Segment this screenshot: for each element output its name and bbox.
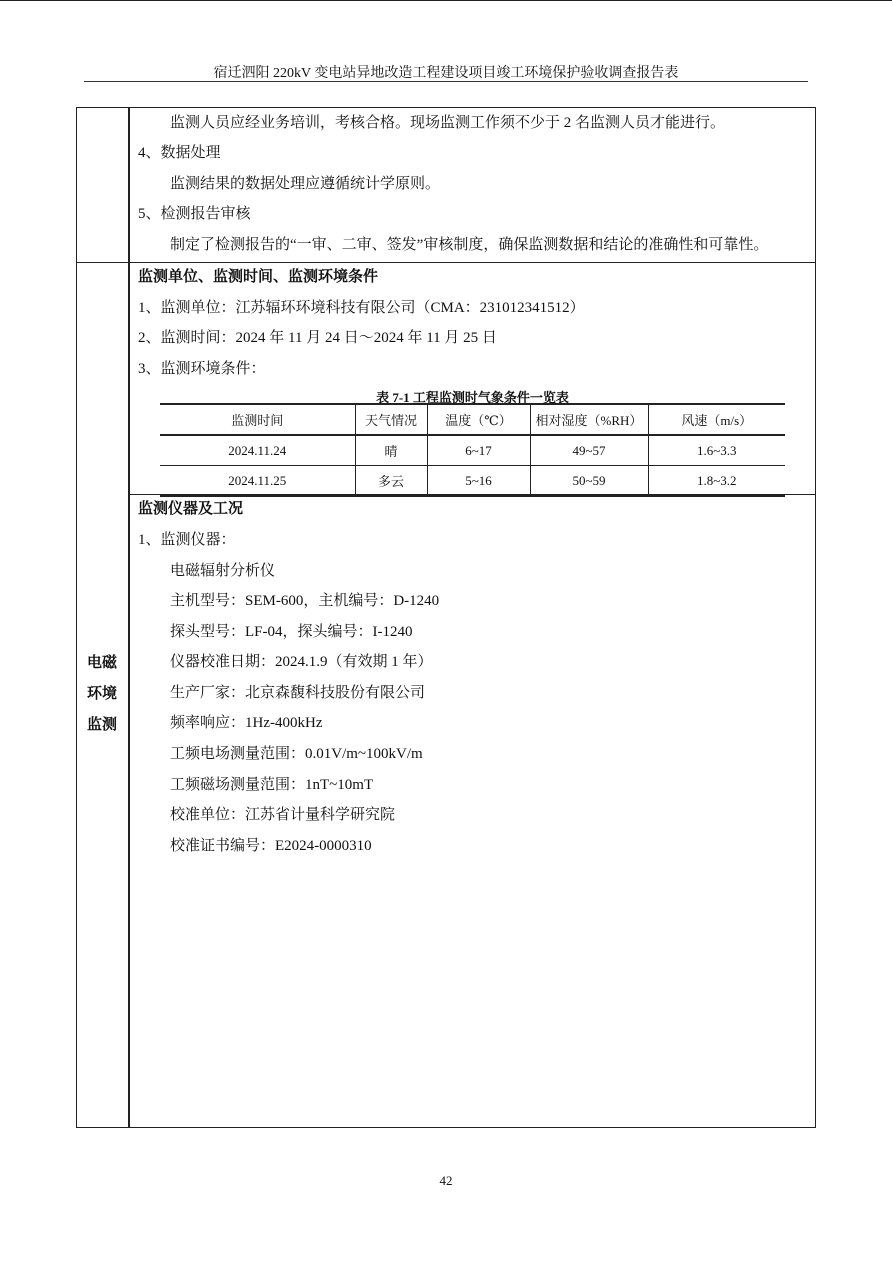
table-header-cell: 天气情况 [355, 404, 427, 435]
page-number: 42 [439, 1173, 453, 1188]
side-label-line: 监测 [86, 717, 117, 733]
column-divider [128, 107, 130, 1128]
text-line: 工频磁场测量范围：1nT~10mT [170, 777, 374, 793]
text-line: 主机型号：SEM-600，主机编号：D-1240 [170, 593, 440, 609]
row-divider-1 [76, 262, 816, 263]
page-header: 宿迁泗阳 220kV 变电站异地改造工程建设项目竣工环境保护验收调查报告表 [213, 66, 679, 81]
header-rule [84, 81, 808, 82]
weather-table [160, 403, 785, 497]
table-cell: 晴 [355, 435, 427, 466]
text-line: 校准单位：江苏省计量科学研究院 [170, 807, 396, 823]
text-line: 5、检测报告审核 [138, 206, 251, 222]
table-cell: 50~59 [530, 466, 648, 497]
text-line: 监测人员应经业务培训，考核合格。现场监测工作须不少于 2 名监测人员才能进行。 [170, 115, 726, 131]
table-cell: 多云 [355, 466, 427, 497]
side-label-line: 环境 [86, 686, 117, 702]
section-heading: 监测仪器及工况 [138, 501, 244, 517]
report-table [76, 107, 816, 1128]
text-line: 电磁辐射分析仪 [170, 563, 276, 579]
table-cell: 2024.11.24 [228, 442, 287, 458]
table-cell: 49~57 [530, 435, 648, 466]
table-cell: 2024.11.25 [160, 466, 355, 497]
table-cell: 1.6~3.3 [648, 435, 785, 466]
table-caption: 表 7-1 工程监测时气象条件一览表 [376, 390, 569, 405]
text-line: 工频电场测量范围：0.01V/m~100kV/m [170, 746, 423, 762]
text-line: 4、数据处理 [138, 145, 221, 161]
table-row [160, 466, 785, 497]
text-line: 1、监测单位：江苏辐环环境科技有限公司（CMA：231012341512） [138, 300, 585, 316]
side-label-line: 电磁 [86, 655, 117, 671]
table-header-cell: 相对湿度（%RH） [530, 404, 648, 435]
table-header-cell: 温度（℃） [427, 404, 530, 435]
table-header-cell: 监测时间 [160, 404, 355, 435]
top-border [0, 0, 892, 1]
text-line: 监测结果的数据处理应遵循统计学原则。 [170, 176, 441, 192]
text-line: 3、监测环境条件： [138, 361, 266, 377]
text-line: 生产厂家：北京森馥科技股份有限公司 [170, 685, 426, 701]
text-line: 2、监测时间：2024 年 11 月 24 日～2024 年 11 月 25 日 [138, 330, 497, 346]
text-line: 频率响应：1Hz-400kHz [170, 715, 323, 731]
text-line: 制定了检测报告的“一审、二审、签发”审核制度，确保监测数据和结论的准确性和可靠性。 [170, 237, 769, 253]
table-cell: 5~16 [427, 466, 530, 497]
text-line: 探头型号：LF-04，探头编号：I-1240 [170, 624, 413, 640]
text-line: 仪器校准日期：2024.1.9（有效期 1 年） [170, 654, 433, 670]
text-line: 1、监测仪器： [138, 532, 236, 548]
text-line: 校准证书编号：E2024-0000310 [170, 838, 372, 854]
table-cell: 1.8~3.2 [648, 466, 785, 497]
table-header-row [160, 404, 785, 435]
table-row [160, 435, 785, 466]
table-cell: 6~17 [427, 435, 530, 466]
table-header-cell: 风速（m/s） [648, 404, 785, 435]
section-heading: 监测单位、监测时间、监测环境条件 [138, 269, 379, 285]
